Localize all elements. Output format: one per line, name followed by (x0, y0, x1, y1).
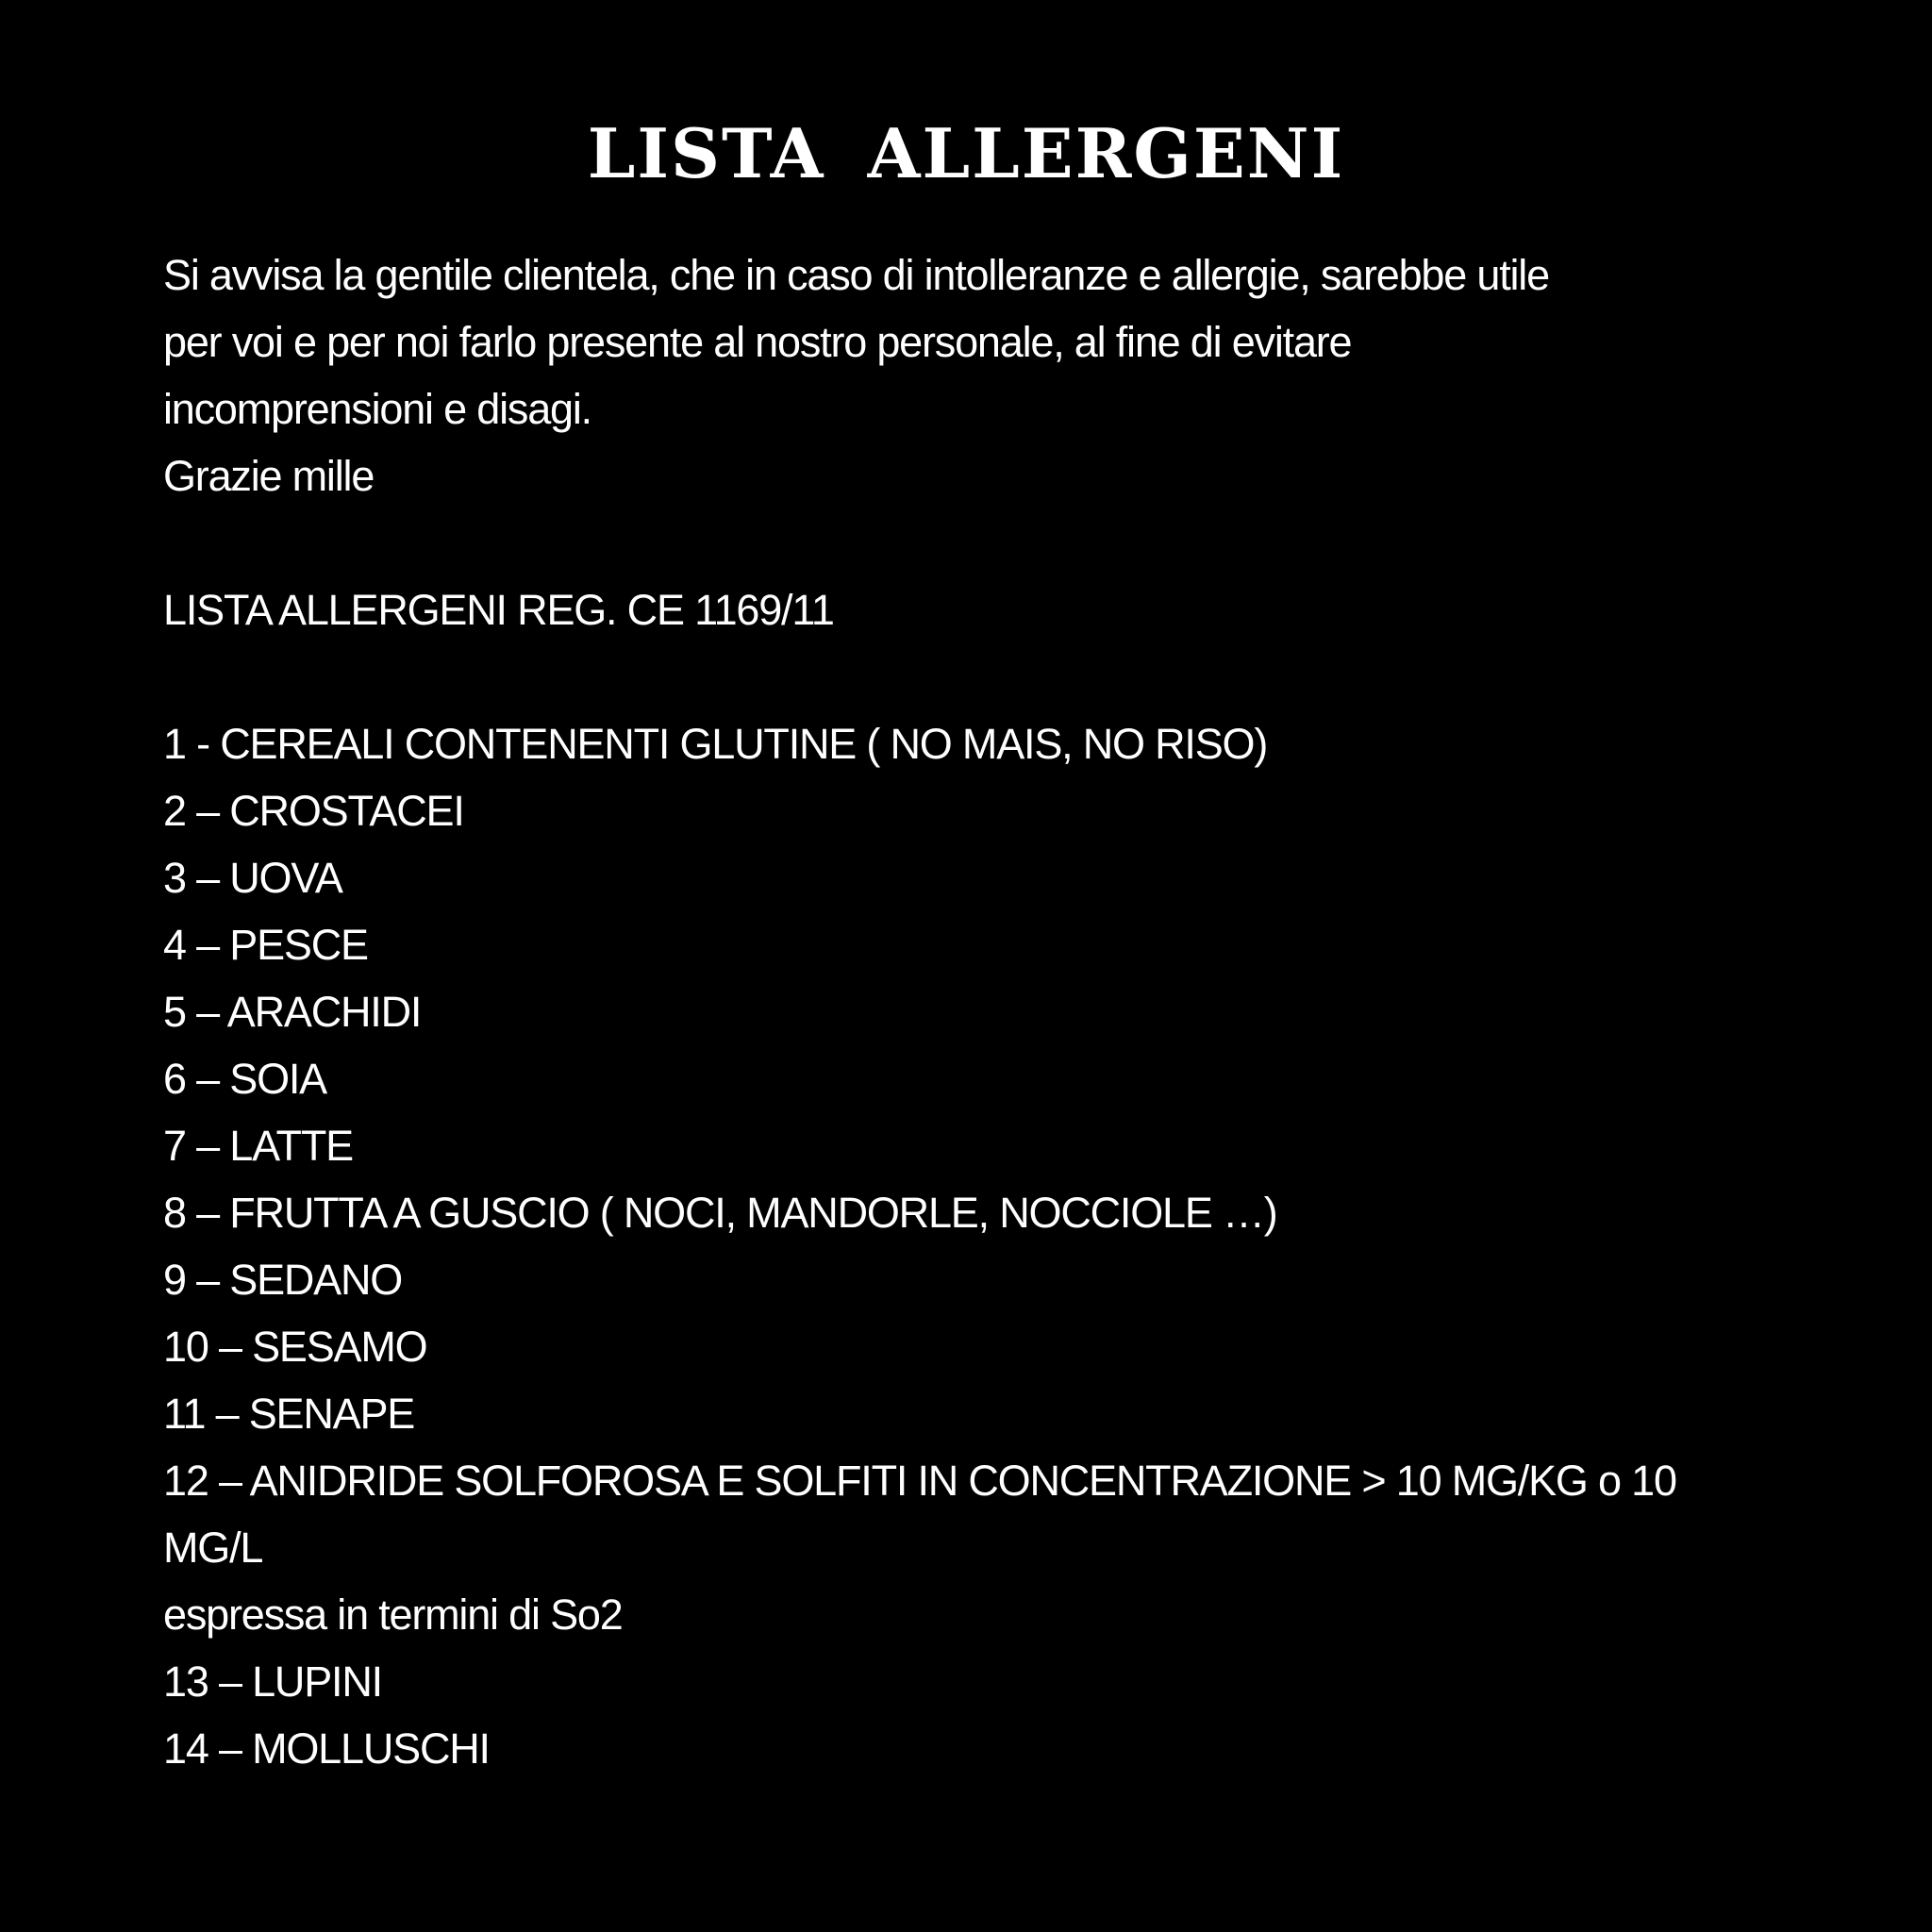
list-item: 2 – CROSTACEI (163, 787, 464, 835)
intro-line: incomprensioni e disagi. (163, 385, 591, 433)
page-content (163, 242, 1767, 1782)
allergen-list (163, 710, 1767, 1782)
list-item: 9 – SEDANO (163, 1256, 403, 1304)
intro-line: per voi e per noi farlo presente al nostro personale, al fine di evitare (163, 318, 1352, 366)
list-item: 11 – SENAPE (163, 1390, 415, 1438)
list-item: 14 – MOLLUSCHI (163, 1724, 490, 1773)
intro-thanks: Grazie mille (163, 452, 375, 500)
list-item: 8 – FRUTTA A GUSCIO ( NOCI, MANDORLE, NOCCIOLE …) (163, 1189, 1277, 1237)
spacer (163, 643, 1767, 710)
list-item: 6 – SOIA (163, 1055, 326, 1103)
list-item: 1 - CEREALI CONTENENTI GLUTINE ( NO MAIS, NO RISO) (163, 720, 1268, 768)
list-item: 10 – SESAMO (163, 1323, 427, 1371)
list-item-note: espressa in termini di So2 (163, 1591, 623, 1639)
intro-line: Si avvisa la gentile clientela, che in caso di intolleranze e allergie, sarebbe utile (163, 251, 1549, 299)
list-item: 13 – LUPINI (163, 1657, 382, 1706)
list-item: 7 – LATTE (163, 1122, 353, 1170)
list-item: 5 – ARACHIDI (163, 988, 422, 1036)
list-item: 3 – UOVA (163, 854, 342, 902)
regulation-heading: LISTA ALLERGENI REG. CE 1169/11 (163, 586, 834, 634)
intro-notice (163, 242, 1757, 509)
page-title: LISTA ALLERGENI (587, 113, 1345, 193)
list-item: 4 – PESCE (163, 921, 368, 969)
list-item: 12 – ANIDRIDE SOLFOROSA E SOLFITI IN CONCENTRAZIONE > 10 MG/KG o 10 (163, 1457, 1676, 1505)
list-item-continuation: MG/L (163, 1524, 263, 1572)
spacer (163, 509, 1767, 576)
